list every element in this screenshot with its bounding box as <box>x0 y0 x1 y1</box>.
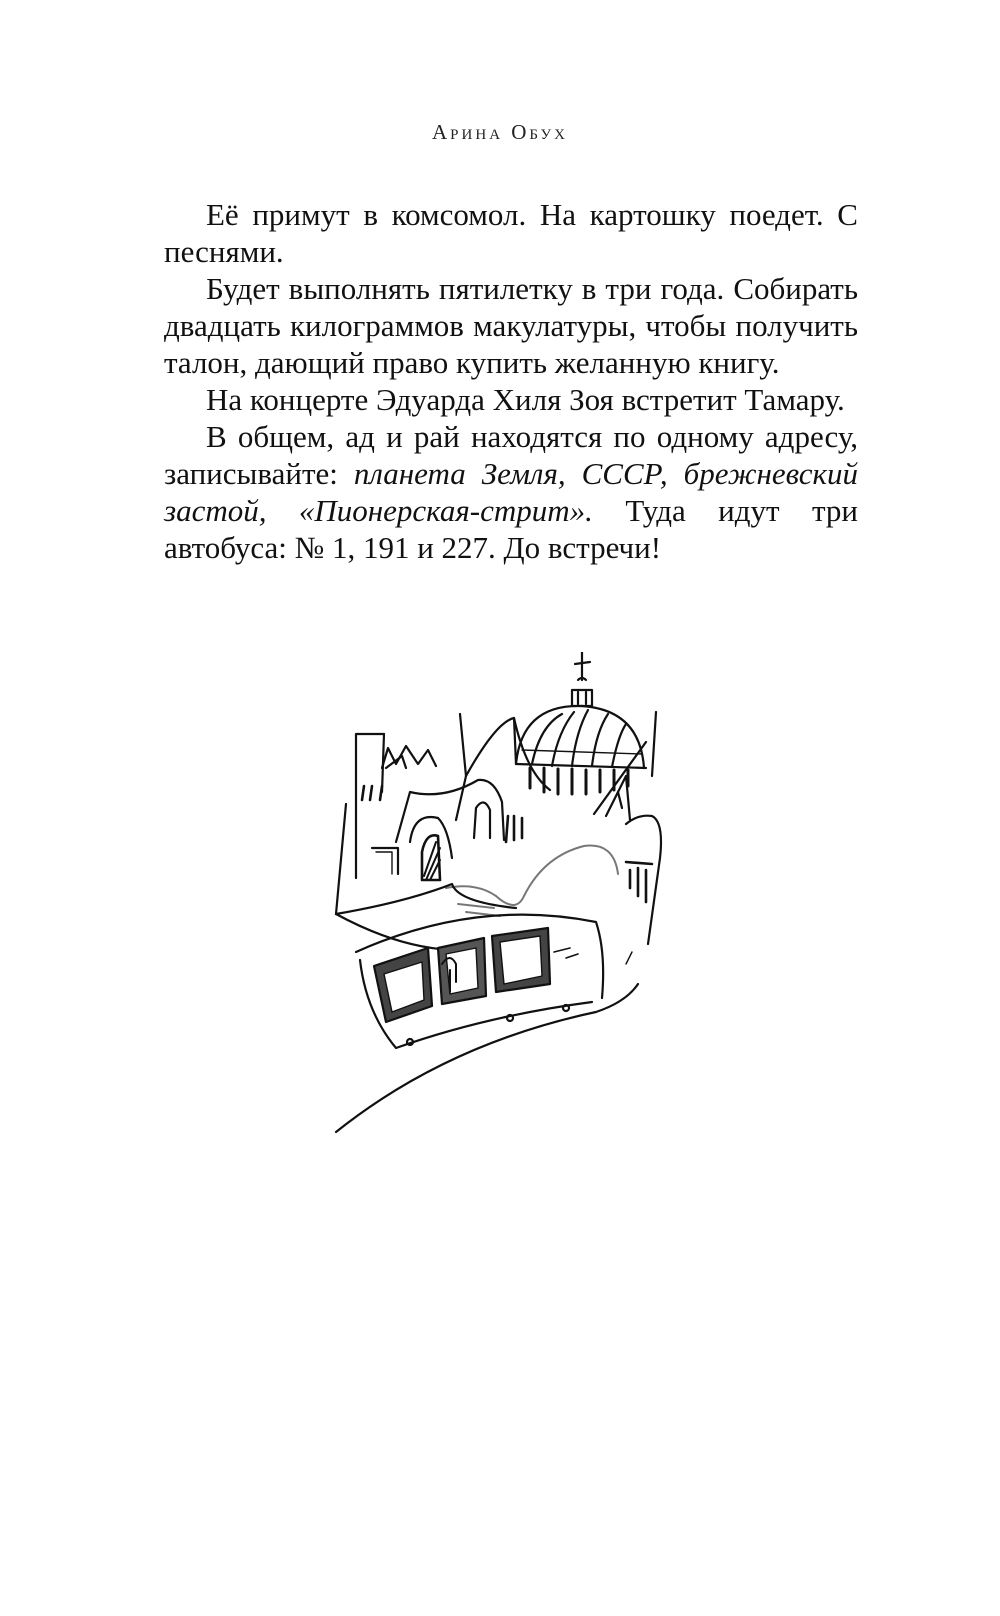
city-sketch-illustration <box>326 652 696 1142</box>
paragraph-text: Туда идут три автобуса: № 1, 191 и 227. До встречи! <box>164 493 858 565</box>
paragraph <box>164 418 858 566</box>
paragraph: На концерте Эдуарда Хиля Зоя встретит Тамару. <box>206 382 845 417</box>
paragraph: Её примут в комсомол. На картошку поедет. С песнями. <box>164 197 858 269</box>
italic-address: планета Земля, СССР, брежневский застой, «Пионерская-стрит». <box>164 456 858 528</box>
body-text <box>164 196 858 566</box>
paragraph-text: В общем, ад и рай находятся по одному адресу, записывайте: <box>164 419 858 491</box>
paragraph: Будет выполнять пятилетку в три года. Собирать двадцать килограммов макулатуры, чтобы получить талон, дающий право купить желанную книгу. <box>164 271 858 380</box>
running-head: Арина Обух <box>432 120 568 144</box>
